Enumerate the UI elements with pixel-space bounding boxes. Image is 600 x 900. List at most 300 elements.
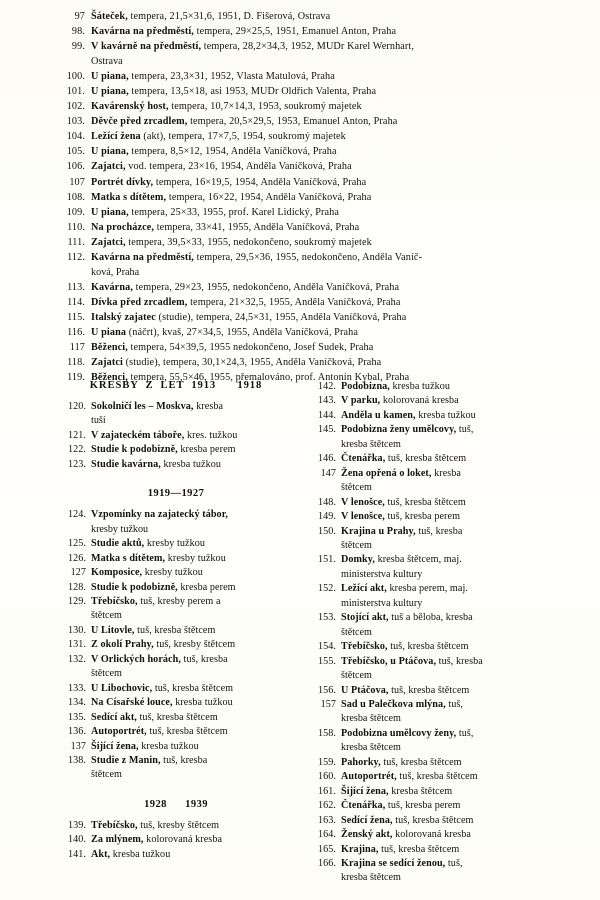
entry-number: 125.: [67, 538, 86, 550]
catalogue-entry: [60, 9, 542, 24]
entry-text: [91, 429, 292, 443]
entry-details: tempera, 29×23, 1955, nedokončeno, Anděla Vaníčková, Praha: [133, 281, 400, 293]
entry-number: 135.: [67, 711, 86, 723]
entry-details: kresby tužkou: [142, 567, 203, 579]
entry-text-continued: ministerstva kultury: [341, 568, 423, 580]
entry-text: [91, 235, 542, 250]
entry-text: [91, 295, 542, 310]
entry-details: tuš, kresba: [160, 754, 208, 766]
entry-text: [341, 423, 542, 437]
entry-text: [91, 508, 292, 522]
catalogue-entry: [60, 144, 542, 159]
entry-title: Studie z Manin,: [91, 754, 161, 766]
entry-details: (akt), tempera, 17×7,5, 1954, soukromý majetek: [140, 131, 346, 143]
entry-number: 165.: [317, 843, 336, 855]
entry-number: 129.: [67, 595, 86, 607]
entry-title: Krajina u Prahy,: [341, 525, 416, 537]
entry-details: tempera, 16×22, 1954, Anděla Vaníčková, Praha: [166, 191, 372, 203]
entry-number: 101.: [66, 86, 85, 98]
entry-number: 151.: [317, 554, 336, 566]
entry-text: [91, 725, 292, 739]
entry-details: tuš, kresba štětcem: [388, 684, 470, 696]
entry-details: tempera, 16×19,5, 1954, Anděla Vaníčková, Praha: [153, 176, 367, 188]
entry-number: 109.: [66, 206, 85, 218]
entry-details: kresba: [431, 467, 462, 479]
entry-text-continued: kresba štětcem: [341, 438, 401, 450]
entry-number: 163.: [317, 814, 336, 826]
catalogue-entry: [60, 205, 542, 220]
entry-title: Ležící akt,: [341, 583, 387, 595]
catalogue-entry: [310, 409, 542, 423]
catalogue-entry: [310, 727, 542, 741]
entry-title: Třebíčsko,: [91, 819, 138, 831]
entry-details: (studie), tempera, 24,5×31, 1955, Anděla Vaníčková, Praha: [155, 311, 407, 323]
entry-title: Běženci,: [91, 342, 128, 354]
catalogue-entry: [60, 250, 542, 265]
catalogue-entry: [60, 340, 542, 355]
entry-title: Autoportrét,: [341, 771, 397, 783]
catalogue-entry-continuation: [60, 667, 292, 681]
entry-number: 121.: [67, 429, 86, 441]
entry-number: 158.: [317, 727, 336, 739]
catalogue-entry: [60, 682, 292, 696]
entry-title: Děvče před zrcadlem,: [91, 116, 188, 128]
entry-text: [91, 84, 542, 99]
entry-text-continued: štětcem: [341, 670, 372, 682]
entry-details: tempera, 29,5×36, 1955, nedokončeno, Anděla Vaníč-: [193, 251, 423, 263]
entry-text-continued: ková, Praha: [91, 266, 140, 278]
entry-text: [341, 698, 542, 712]
entry-title: Třebíčsko,: [91, 595, 138, 607]
entry-text: [341, 409, 542, 423]
entry-text-continued: kresba štětcem: [341, 742, 401, 754]
entry-number: 111.: [67, 236, 85, 248]
entry-number: 149.: [317, 511, 336, 523]
catalogue-entry: [310, 496, 542, 510]
entry-title: Autoportrét,: [91, 726, 147, 738]
entry-title: Studie kavárna,: [91, 458, 161, 470]
entry-details: vod. tempera, 23×16, 1954, Anděla Vaníčková, Praha: [125, 161, 352, 173]
catalogue-entry: [310, 799, 542, 813]
entry-details: tempera, 23,3×31, 1952, Vlasta Matulová, Praha: [128, 71, 335, 83]
catalogue-entry: [310, 756, 542, 770]
entry-details: kresba tužkou: [138, 740, 199, 752]
entry-text: [91, 638, 292, 652]
section-heading-1919-1927: 1919—1927: [147, 488, 205, 500]
entry-details: tempera, 8,5×12, 1954, Anděla Vaníčková, Praha: [128, 146, 337, 158]
entry-details: tuš, kresba štětcem: [378, 843, 460, 855]
catalogue-entry: [310, 640, 542, 654]
entry-number: 131.: [67, 639, 86, 651]
entry-number: 117: [69, 342, 85, 354]
entry-title: U piana,: [91, 146, 129, 158]
entry-title: Podobizna ženy umělcovy,: [341, 424, 457, 436]
catalogue-entry: [60, 624, 292, 638]
entry-details: tuš, kresby štětcem: [137, 819, 220, 831]
entry-title: V kavárně na předměstí,: [91, 41, 202, 53]
catalogue-entry: [60, 175, 542, 190]
entry-title: Matka s dítětem,: [91, 552, 166, 564]
entry-title: Na procházce,: [91, 221, 155, 233]
entry-text: [91, 159, 542, 174]
entry-text: [91, 24, 542, 39]
catalogue-entry: [310, 380, 542, 394]
entry-title: Portrét dívky,: [91, 176, 154, 188]
entry-title: Šijící žena,: [341, 785, 389, 797]
entry-details: kresba štětcem: [388, 785, 453, 797]
entry-details: tuš, kresba perem: [384, 511, 461, 523]
entry-details: tempera, 54×39,5, 1955 nedokončeno, Josef Sudek, Praha: [127, 342, 374, 354]
entry-number: 112.: [67, 251, 85, 263]
entry-title: Stojící akt,: [341, 612, 389, 624]
entry-text: [341, 756, 542, 770]
entry-text: [91, 711, 292, 725]
entry-details: tempera, 39,5×33, 1955, nedokončeno, soukromý majetek: [125, 236, 372, 248]
entry-number: 146.: [317, 453, 336, 465]
entry-details: tuš, kresba štětcem: [385, 453, 467, 465]
entry-number: 115.: [67, 311, 85, 323]
catalogue-entry-continuation: [310, 712, 542, 726]
catalogue-entry: [60, 819, 292, 833]
catalogue-entry: [60, 69, 542, 84]
catalogue-entry: [60, 235, 542, 250]
entry-text: [341, 394, 542, 408]
entry-number: 161.: [317, 785, 336, 797]
entry-text-continued: kresba štětcem: [341, 713, 401, 725]
entry-text: [91, 848, 292, 862]
entry-number: 139.: [67, 819, 86, 831]
entry-text: [341, 799, 542, 813]
drawings-list-1928: [60, 819, 292, 862]
drawings-list-1913: [60, 400, 292, 472]
entry-text: [341, 770, 542, 784]
entry-title: Z okolí Prahy,: [91, 639, 154, 651]
catalogue-entry: [310, 814, 542, 828]
entry-number: 138.: [67, 754, 86, 766]
entry-text: [91, 340, 542, 355]
catalogue-entry: [310, 553, 542, 567]
entry-text: [341, 582, 542, 596]
drawings-left-column: [60, 380, 292, 886]
entry-number: 148.: [317, 496, 336, 508]
entry-number: 107: [69, 176, 85, 188]
catalogue-entry: [60, 508, 292, 522]
entry-title: Sokolničí les – Moskva,: [91, 401, 194, 412]
entry-details: (studie), tempera, 30,1×24,3, 1955, Anděla Vaníčková, Praha: [122, 357, 382, 369]
entry-text: [91, 190, 542, 205]
entry-title: Komposice,: [91, 567, 143, 579]
entry-text: [341, 553, 542, 567]
entry-details: tempera, 25×33, 1955, prof. Karel Lidický, Praha: [128, 206, 339, 218]
catalogue-entry: [310, 857, 542, 871]
entry-details: tuš, kresby štětcem: [153, 639, 236, 651]
entry-title: Podobizna,: [341, 381, 390, 392]
catalogue-entry-continuation: [310, 597, 542, 611]
catalogue-entry: [310, 394, 542, 408]
catalogue-entry: [60, 400, 292, 414]
entry-title: Čtenářka,: [341, 800, 386, 812]
entry-text: [91, 250, 542, 265]
entry-number: 166.: [317, 857, 336, 869]
entry-number: 127: [70, 567, 86, 579]
catalogue-entry: [60, 325, 542, 340]
entry-details: tempera, 10,7×14,3, 1953, soukromý majetek: [168, 101, 362, 113]
catalogue-entry-continuation: [60, 265, 542, 280]
entry-title: Ženský akt,: [341, 829, 393, 841]
entry-number: 155.: [317, 655, 336, 667]
entry-details: kresba perem, maj.: [386, 583, 468, 595]
entry-number: 141.: [67, 848, 86, 860]
entry-details: tempera, 20,5×29,5, 1953, Emanuel Anton, Praha: [187, 116, 398, 128]
entry-text: [91, 99, 542, 114]
entry-text: [91, 400, 292, 414]
entry-title: Studie aktů,: [91, 538, 145, 550]
entry-title: Matka s dítětem,: [91, 191, 167, 203]
entry-text: [91, 458, 292, 472]
entry-number: 147: [320, 467, 336, 479]
catalogue-entry-continuation: [310, 539, 542, 553]
entry-text: [91, 129, 542, 144]
entry-text: [91, 653, 292, 667]
entry-details: kresba tužkou: [172, 697, 233, 709]
entry-details: tuš, kresba štětcem: [380, 756, 462, 768]
entry-title: Třebíčsko, u Ptáčova,: [341, 655, 437, 667]
entry-details: kresby tužkou: [165, 552, 226, 564]
entry-number: 118.: [67, 357, 85, 369]
entry-title: U piana: [91, 326, 127, 338]
entry-number: 134.: [67, 697, 86, 709]
entry-title: Akt,: [91, 848, 111, 860]
entry-title: U Ptáčova,: [341, 684, 389, 696]
entry-text: [91, 443, 292, 457]
catalogue-entry: [310, 510, 542, 524]
entry-text: [91, 175, 542, 190]
entry-details: tuš, kresba štětcem: [396, 771, 478, 783]
entry-text-continued: štětcem: [91, 769, 122, 781]
drawings-list-right: [310, 380, 542, 886]
entry-text-continued: štětcem: [341, 626, 372, 638]
entry-details: tuš, kresba štětcem: [146, 726, 228, 738]
entry-title: U Libochovic,: [91, 682, 153, 694]
entry-title: Sedící žena,: [341, 814, 393, 826]
entry-details: tuš, kresba štětcem: [384, 496, 466, 508]
entry-number: 128.: [67, 581, 86, 593]
entry-text: [91, 325, 542, 340]
entry-text-continued: kresba štětcem: [341, 872, 401, 884]
entry-text-continued: štětcem: [91, 610, 122, 622]
entry-details: kresba: [193, 401, 224, 412]
catalogue-entry-continuation: [310, 481, 542, 495]
catalogue-entry: [60, 581, 292, 595]
catalogue-entry: [60, 220, 542, 235]
entry-number: 116.: [67, 326, 85, 338]
entry-number: 124.: [67, 509, 86, 521]
entry-number: 99.: [71, 41, 85, 53]
catalogue-entry-continuation: [60, 523, 292, 537]
entry-details: kresba tužkou: [415, 409, 476, 421]
entry-number: 132.: [67, 653, 86, 665]
catalogue-entry: [310, 770, 542, 784]
entry-details: tempera, 13,5×18, asi 1953, MUDr Oldřich Valenta, Praha: [128, 86, 377, 98]
entry-details: tuš, kresby perem a: [137, 595, 221, 607]
entry-number: 153.: [317, 612, 336, 624]
entry-number: 122.: [67, 444, 86, 456]
entry-text-continued: štětcem: [341, 539, 372, 551]
entry-details: kolorovaná kresba: [392, 829, 472, 841]
entry-title: Italský zajatec: [91, 311, 156, 323]
entry-title: Běženci,: [91, 372, 128, 384]
catalogue-entry: [60, 429, 292, 443]
entry-number: 108.: [66, 191, 85, 203]
catalogue-entry-continuation: [310, 438, 542, 452]
entry-text: [91, 310, 542, 325]
entry-title: Domky,: [341, 554, 375, 566]
entry-text: [341, 828, 542, 842]
entry-title: Za mlýnem,: [91, 834, 144, 846]
entry-title: Zajatci: [91, 357, 123, 369]
catalogue-entry: [60, 711, 292, 725]
entry-details: tuš,: [445, 857, 463, 869]
entry-details: tuš,: [456, 727, 474, 739]
paintings-list: [60, 9, 542, 385]
entry-text: [91, 624, 292, 638]
entry-text: [91, 39, 542, 54]
catalogue-entry: [60, 552, 292, 566]
entry-details: kolorovaná kresba: [380, 395, 459, 407]
entry-details: tuš, kresba: [436, 655, 483, 667]
entry-title: Šijící žena,: [91, 740, 139, 752]
catalogue-entry: [310, 467, 542, 481]
entry-title: U piana,: [91, 86, 129, 98]
entry-number: 105.: [66, 146, 85, 158]
entry-title: V Orlických horách,: [91, 653, 181, 665]
catalogue-entry: [60, 114, 542, 129]
catalogue-entry: [60, 190, 542, 205]
entry-text: [91, 819, 292, 833]
catalogue-entry: [60, 566, 292, 580]
entry-title: Studie k podobizně,: [91, 444, 178, 456]
entry-details: tuš, kresba: [415, 525, 463, 537]
entry-text: [91, 355, 542, 370]
entry-number: 130.: [67, 624, 86, 636]
entry-number: 160.: [317, 771, 336, 783]
entry-text: [91, 581, 292, 595]
catalogue-entry: [60, 696, 292, 710]
entry-details: tempera, 29×25,5, 1951, Emanuel Anton, Praha: [193, 26, 397, 38]
catalogue-entry: [60, 280, 542, 295]
entry-details: tuš, kresba: [180, 653, 228, 665]
entry-number: 98.: [71, 26, 85, 38]
entry-text-continued: ministerstva kultury: [341, 597, 423, 609]
entry-number: 103.: [66, 116, 85, 128]
entry-text: [341, 640, 542, 654]
section-heading-kresby: KRESBY Z LET 1913 1918: [89, 380, 263, 391]
entry-number: 144.: [317, 409, 336, 421]
entry-title: V lenošce,: [341, 511, 385, 523]
entry-title: Studie k podobizně,: [91, 581, 178, 593]
catalogue-entry: [60, 39, 542, 54]
entry-text: [341, 496, 542, 510]
entry-text: [341, 510, 542, 524]
entry-details: kolorovaná kresba: [143, 834, 223, 846]
catalogue-entry: [310, 828, 542, 842]
entry-details: (náčrt), kvaš, 27×34,5, 1955, Anděla Vaníčková, Praha: [126, 326, 358, 338]
catalogue-entry: [60, 595, 292, 609]
entry-number: 154.: [317, 641, 336, 653]
entry-number: 159.: [317, 756, 336, 768]
entry-title: U piana,: [91, 71, 129, 83]
catalogue-entry: [60, 310, 542, 325]
entry-title: Podobizna umělcovy ženy,: [341, 727, 457, 739]
entry-text: [341, 857, 542, 871]
entry-title: Vzpomínky na zajatecký tábor,: [91, 509, 228, 521]
catalogue-entry: [310, 655, 542, 669]
catalogue-entry: [310, 698, 542, 712]
entry-number: 123.: [67, 458, 86, 470]
entry-title: Zajatci,: [91, 161, 126, 173]
entry-number: 142.: [317, 381, 336, 392]
entry-text: [91, 69, 542, 84]
entry-details: kresby tužkou: [144, 538, 206, 550]
entry-number: 97: [74, 11, 85, 22]
entry-title: Ležící žena: [91, 131, 141, 143]
entry-details: tuš,: [445, 698, 463, 710]
entry-number: 136.: [67, 726, 86, 738]
entry-details: kresba tužkou: [389, 381, 451, 392]
entry-number: 157: [320, 698, 336, 710]
entry-text: [91, 114, 542, 129]
entry-details: tuš, kresba štětcem: [392, 814, 474, 826]
entry-number: 126.: [67, 552, 86, 564]
entry-details: kresba perem: [177, 581, 236, 593]
entry-text: [91, 566, 292, 580]
entry-number: 143.: [317, 395, 336, 407]
entry-number: 113.: [67, 281, 85, 293]
entry-title: Krajina,: [341, 843, 379, 855]
entry-text-continued: štětcem: [91, 668, 122, 680]
entry-text: [341, 380, 542, 394]
entry-title: Kavárna na předměstí,: [91, 251, 194, 263]
entry-number: 119.: [67, 372, 85, 384]
entry-number: 156.: [317, 684, 336, 696]
entry-title: Třebíčsko,: [341, 641, 388, 653]
entry-details: tuš, kresba perem: [385, 800, 461, 812]
entry-text: [341, 684, 542, 698]
catalogue-entry: [60, 84, 542, 99]
entry-number: 162.: [317, 800, 336, 812]
catalogue-entry: [60, 159, 542, 174]
entry-text-continued: tuší: [91, 415, 106, 427]
entry-title: V lenošce,: [341, 496, 385, 508]
catalogue-entry: [310, 452, 542, 466]
entry-text: [341, 525, 542, 539]
entry-text: [341, 727, 542, 741]
catalogue-entry-continuation: [310, 669, 542, 683]
entry-title: Sad u Palečkova mlýna,: [341, 698, 446, 710]
entry-text: [341, 843, 542, 857]
entry-details: tuš,: [456, 424, 474, 436]
catalogue-entry: [60, 443, 292, 457]
entry-text: [341, 467, 542, 481]
entry-number: 164.: [317, 829, 336, 841]
entry-number: 106.: [66, 161, 85, 173]
entry-text: [91, 682, 292, 696]
entry-number: 137: [70, 740, 86, 752]
entry-number: 150.: [317, 525, 336, 537]
entry-details: kres. tužkou: [184, 429, 238, 441]
entry-number: 133.: [67, 682, 86, 694]
catalogue-entry: [310, 525, 542, 539]
